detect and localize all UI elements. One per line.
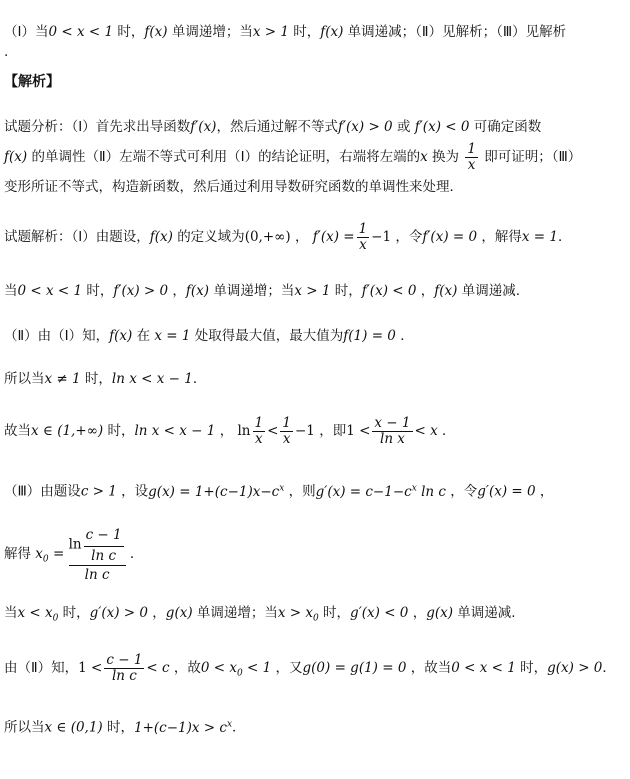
math-equation: f′(x) = 0 — [422, 229, 478, 245]
math-inequality: f′(x) < 0 — [361, 283, 417, 299]
text: ，令 — [450, 483, 478, 500]
superscript: x — [226, 719, 233, 729]
text: 故当 — [4, 423, 31, 439]
fraction-1-over-x — [465, 142, 478, 173]
math-condition: x > x — [277, 605, 314, 621]
text: ． — [129, 546, 144, 562]
analysis-line-2 — [4, 141, 626, 173]
answer-text: 单调递增；当 — [167, 24, 253, 40]
fraction-c-minus-1-over-ln-c — [104, 653, 144, 684]
text: 换为 — [432, 149, 460, 165]
denominator: ln c — [111, 667, 137, 684]
math-x0: x — [35, 546, 43, 562]
math-minus-one: −1 — [371, 229, 392, 245]
analysis-line-3 — [4, 177, 626, 197]
math-ln: ln — [237, 423, 251, 439]
subscript: 0 — [313, 613, 319, 624]
numerator: 1 — [282, 414, 291, 431]
fraction-x-minus-1-over-ln-x — [372, 416, 412, 447]
section-title: 【解析】 — [4, 74, 60, 90]
math-equals: = — [52, 546, 65, 562]
text: 单调递增；当 — [196, 605, 278, 621]
math-condition: x ≠ 1 — [44, 371, 81, 387]
math-equation: f(1) = 0 — [343, 328, 396, 344]
numerator: c − 1 — [84, 524, 124, 547]
denominator: ln x — [380, 430, 405, 447]
text: 所以当 — [4, 719, 45, 736]
text: ，然后通过解不等式 — [216, 119, 338, 135]
denominator: ln c — [84, 567, 110, 583]
solution-line-4 — [4, 369, 626, 389]
answer-text: 时， — [288, 24, 321, 40]
text: ， — [412, 605, 427, 621]
math-condition: c > 1 — [80, 483, 117, 500]
numerator: c − 1 — [106, 651, 143, 668]
subscript: 0 — [42, 554, 49, 565]
denominator: x — [254, 430, 263, 447]
text: ，则 — [288, 483, 316, 500]
text: ， — [294, 229, 309, 245]
text: ． — [232, 719, 246, 736]
math-inequality: 1+(c−1)x > c — [134, 719, 227, 736]
text: 由（Ⅱ）知， — [4, 660, 79, 676]
solution-line-9 — [4, 648, 626, 694]
text: 时， — [86, 283, 114, 299]
text: 解得 — [4, 546, 31, 562]
math-condition: 0 < x < 1 — [451, 660, 516, 676]
text: 单调递减. — [461, 283, 520, 299]
text: 单调递增；当 — [213, 283, 295, 299]
math-inequality: g(x) > 0 — [547, 660, 603, 676]
text: 时， — [107, 423, 135, 439]
numerator — [69, 524, 126, 566]
text: （Ⅲ）由题设 — [4, 483, 81, 500]
solution-line-2 — [4, 281, 626, 301]
math-fx: f(x) — [149, 229, 173, 245]
math-one-lt: 1 < — [346, 423, 371, 439]
text: ，又 — [275, 660, 303, 676]
text: 在 — [136, 328, 151, 344]
text: 时， — [323, 605, 351, 621]
math-inequality: g′(x) < 0 — [350, 605, 409, 621]
numerator: 1 — [254, 414, 264, 431]
math-lt-x: < x — [414, 423, 438, 439]
math-condition: x ∈ (1,+∞) — [31, 423, 104, 439]
solution-line-8 — [4, 603, 626, 629]
math-condition: x < x — [17, 605, 53, 621]
math-inequality: f′(x) > 0 — [113, 283, 169, 299]
math-condition: x ∈ (0,1) — [44, 719, 103, 736]
dot: . — [4, 44, 9, 60]
text: 试题解析：（Ⅰ）由题设， — [4, 229, 150, 245]
math-condition: x > 1 — [252, 24, 289, 40]
math-condition: 0 < x < 1 — [17, 283, 83, 299]
math-equation: g(0) = g(1) = 0 — [302, 660, 407, 676]
math-condition: x > 1 — [294, 283, 331, 299]
math-inequality: ln x < x − 1 — [111, 371, 193, 387]
numerator: 1 — [358, 220, 368, 237]
denominator: x — [282, 430, 291, 447]
math-fx: f(x) — [185, 283, 210, 299]
fraction-x0-solution — [69, 524, 126, 584]
math-fx: f(x) — [4, 149, 28, 165]
solution-line-7 — [4, 524, 626, 588]
math-ln: ln — [68, 536, 82, 553]
math-one-lt: 1 < — [78, 660, 103, 676]
text: ． — [602, 660, 616, 676]
math-derivative: f′(x) = — [312, 229, 355, 245]
text: 可确定函数 — [473, 119, 542, 135]
text: 时， — [84, 371, 112, 387]
math-gx: g(x) — [426, 605, 453, 621]
text: ，故当 — [410, 660, 452, 676]
numerator: x − 1 — [374, 414, 411, 431]
solution-line-10 — [4, 714, 626, 738]
math-derivative: f′(x) — [190, 119, 217, 135]
fraction-1-over-x — [357, 222, 370, 253]
math-domain: (0,+∞) — [244, 229, 291, 245]
math-x-equals-1: x = 1 — [154, 328, 191, 344]
text: ， — [172, 283, 186, 299]
text: 即可证明；（Ⅲ） — [484, 149, 582, 165]
math-x: x — [420, 149, 428, 165]
superscript: x — [279, 483, 285, 493]
text: 或 — [396, 119, 411, 135]
text: ， — [420, 283, 435, 299]
text: 试题分析：（Ⅰ）首先求出导函数 — [4, 119, 191, 135]
text: ， — [539, 483, 554, 500]
text: ． — [557, 229, 572, 245]
inner-fraction — [84, 524, 124, 565]
text: 单调递减. — [457, 605, 516, 621]
subscript: 0 — [52, 613, 59, 624]
text: 当 — [4, 605, 18, 621]
text: 当 — [4, 283, 18, 299]
text: ． — [400, 328, 414, 344]
text: ． — [442, 423, 456, 439]
answer-part-1: （Ⅰ）当 — [4, 24, 49, 40]
numerator: 1 — [467, 140, 476, 157]
math-fx: f(x) — [320, 24, 344, 40]
text: 时， — [62, 605, 90, 621]
fraction-1-over-x — [253, 416, 266, 447]
answer-text: 时， — [113, 24, 145, 40]
math-g-derivative: g′(x) = c−1−c — [315, 483, 412, 500]
text: ，解得 — [481, 229, 522, 245]
subscript: 0 — [236, 668, 243, 679]
denominator: ln c — [91, 548, 117, 564]
fraction-1-over-x — [280, 416, 293, 447]
math-inequality: ln x < x − 1 — [134, 423, 216, 439]
text: 处取得最大值，最大值为 — [194, 328, 344, 344]
analysis-line-1 — [4, 117, 626, 137]
solution-line-5 — [4, 412, 626, 450]
text: ，即 — [319, 423, 347, 439]
math-condition: 0 < x — [200, 660, 237, 676]
text: 时， — [107, 719, 134, 736]
math-ln-c: ln c — [421, 483, 446, 500]
text: ． — [192, 371, 207, 387]
text: ，设 — [121, 483, 149, 500]
answer-text: 单调递减；（Ⅱ）见解析；（Ⅲ）见解析 — [343, 24, 567, 40]
math-inequality: g′(x) > 0 — [89, 605, 148, 621]
text: ， — [152, 605, 166, 621]
text: ， — [219, 423, 234, 439]
text: 的单调性（Ⅱ）左端不等式可利用（Ⅰ）的结论证明，右端将左端的 — [31, 149, 421, 165]
math-lt: < — [267, 423, 279, 439]
text: ，令 — [395, 229, 423, 245]
math-condition-tail: < 1 — [247, 660, 272, 676]
solution-line-1 — [4, 220, 626, 254]
text: （Ⅱ）由（Ⅰ）知， — [4, 328, 110, 344]
text: 变形所证不等式，构造新函数，然后通过利用导数研究函数的单调性来处理． — [4, 179, 463, 195]
solution-line-6 — [4, 478, 626, 502]
math-inequality: f′(x) > 0 — [337, 119, 393, 135]
denominator: x — [467, 156, 476, 173]
text: 时， — [334, 283, 362, 299]
math-condition: 0 < x < 1 — [48, 24, 114, 40]
math-fx: f(x) — [109, 328, 133, 344]
solution-line-3 — [4, 326, 626, 346]
answer-trailing-dot — [4, 42, 626, 62]
answer-line — [4, 22, 626, 42]
math-minus-one: −1 — [295, 423, 315, 439]
math-g-definition: g(x) = 1+(c−1)x−c — [148, 483, 280, 500]
math-fx: f(x) — [434, 283, 458, 299]
math-equation: g′(x) = 0 — [477, 483, 536, 500]
math-x-equals-1: x = 1 — [521, 229, 558, 245]
text: ，故 — [173, 660, 201, 676]
math-gx: g(x) — [165, 605, 193, 621]
text: 时， — [520, 660, 548, 676]
math-lt-c: < c — [146, 660, 170, 676]
denominator: x — [359, 236, 367, 253]
math-fx: f(x) — [144, 24, 168, 40]
text: 所以当 — [4, 371, 45, 387]
superscript: x — [411, 483, 417, 493]
math-inequality: f′(x) < 0 — [414, 119, 470, 135]
section-heading — [4, 72, 626, 92]
text: 的定义域为 — [177, 229, 245, 245]
